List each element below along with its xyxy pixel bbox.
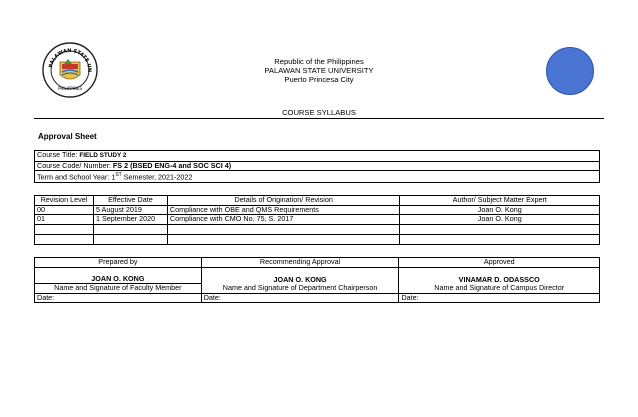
term-row bbox=[35, 171, 600, 183]
empty-cell bbox=[93, 224, 167, 234]
revision-header-row bbox=[35, 196, 600, 206]
empty-cell bbox=[167, 234, 400, 244]
table-row bbox=[35, 234, 600, 244]
course-title-value: FIELD STUDY 2 bbox=[79, 152, 127, 159]
prepared-by-header: Prepared by bbox=[35, 258, 202, 268]
revision-author: Joan O. Kong bbox=[400, 215, 600, 225]
revision-details: Compliance with OBE and QMS Requirements bbox=[167, 205, 400, 215]
revision-header: Effective Date bbox=[93, 196, 167, 206]
revision-level: 00 bbox=[35, 205, 94, 215]
signature-cell bbox=[399, 267, 600, 293]
header-city: Puerto Princesa City bbox=[284, 75, 354, 84]
signatory-name: JOAN O. KONG bbox=[273, 274, 327, 284]
svg-text:PALAWAN STATE UNIVERSITY: PALAWAN STATE UN bbox=[48, 47, 93, 73]
course-code-value: FS 2 (BSED ENG-4 and SOC SCI 4) bbox=[112, 160, 232, 170]
seal-bottom-text: PHILIPPINES bbox=[57, 86, 83, 91]
effective-date: 1 September 2020 bbox=[93, 215, 167, 225]
signatory-name: VINAMAR D. ODASSCO bbox=[458, 274, 540, 284]
signatory-name: JOAN O. KONG bbox=[91, 273, 145, 283]
date-row bbox=[35, 293, 600, 303]
course-info-table bbox=[34, 150, 600, 183]
signature-cell bbox=[35, 267, 202, 293]
empty-cell bbox=[35, 234, 94, 244]
course-code-row bbox=[35, 161, 600, 171]
date-label: Date: bbox=[201, 293, 399, 303]
revision-table bbox=[34, 195, 600, 245]
signatory-role: Name and Signature of Campus Director bbox=[434, 283, 565, 292]
course-title-row bbox=[35, 151, 600, 162]
signatory-role: Name and Signature of Department Chairperson bbox=[222, 283, 378, 292]
revision-details: Compliance with CMO No. 75, S. 2017 bbox=[167, 215, 400, 225]
empty-cell bbox=[35, 224, 94, 234]
title-rule bbox=[34, 118, 604, 119]
empty-cell bbox=[400, 234, 600, 244]
effective-date: 5 August 2019 bbox=[93, 205, 167, 215]
signature-header-row bbox=[35, 258, 600, 268]
term-cell: Term and School Year: 1ST Semester, 2021-2022 bbox=[35, 171, 600, 183]
table-row bbox=[35, 224, 600, 234]
recommending-header: Recommending Approval bbox=[201, 258, 399, 268]
course-code-cell: Course Code/ Number: FS 2 (BSED ENG-4 and SOC SCI 4) bbox=[35, 161, 600, 171]
table-row bbox=[35, 215, 600, 225]
signature-table bbox=[34, 257, 600, 303]
empty-cell bbox=[93, 234, 167, 244]
signature-name-row bbox=[35, 267, 600, 293]
header-line-1: Republic of the Philippines bbox=[274, 57, 364, 66]
revision-header: Revision Level bbox=[35, 196, 94, 206]
date-label: Date: bbox=[399, 293, 600, 303]
signatory-role: Name and Signature of Faculty Member bbox=[35, 283, 201, 293]
revision-author: Joan O. Kong bbox=[400, 205, 600, 215]
doc-title: COURSE SYLLABUS bbox=[282, 108, 356, 117]
header-university: PALAWAN STATE UNIVERSITY bbox=[264, 66, 374, 75]
revision-header: Author/ Subject Matter Expert bbox=[400, 196, 600, 206]
revision-level: 01 bbox=[35, 215, 94, 225]
revision-header: Details of Origination/ Revision bbox=[167, 196, 400, 206]
empty-cell bbox=[167, 224, 400, 234]
approved-header: Approved bbox=[399, 258, 600, 268]
date-label: Date: bbox=[35, 293, 202, 303]
empty-cell bbox=[400, 224, 600, 234]
signature-cell bbox=[201, 267, 399, 293]
approval-title: Approval Sheet bbox=[38, 132, 97, 141]
course-title-cell: Course Title: FIELD STUDY 2 bbox=[35, 151, 600, 162]
